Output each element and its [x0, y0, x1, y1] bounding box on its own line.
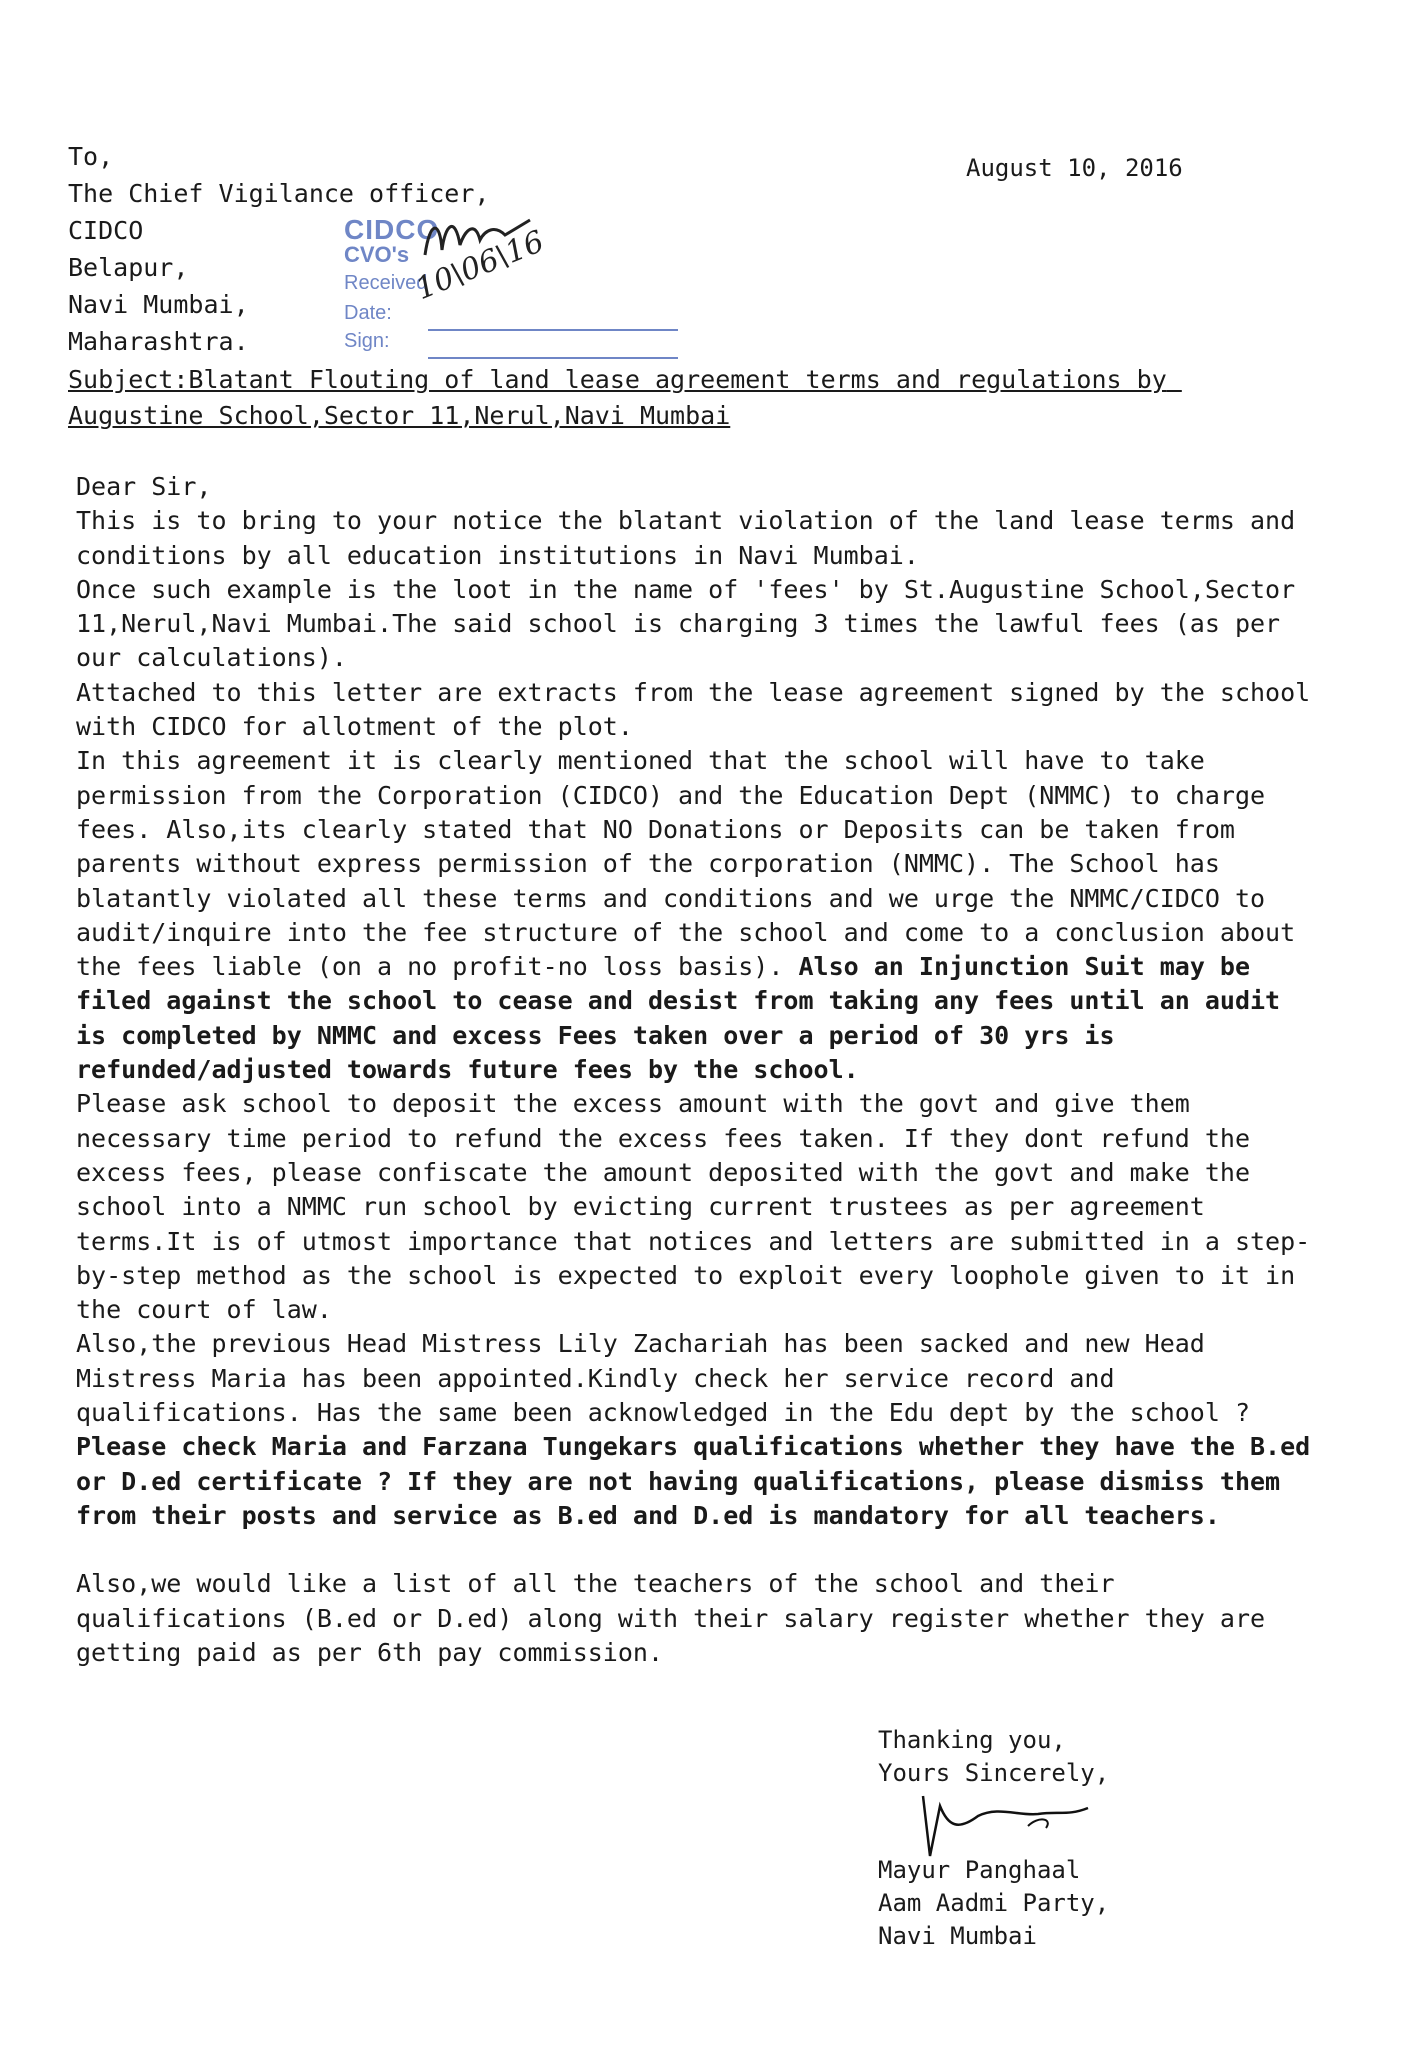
signatory-party: Aam Aadmi Party,	[878, 1889, 1110, 1917]
paragraph	[76, 1327, 1326, 1533]
letter-date: August 10, 2016	[966, 154, 1183, 182]
paragraph: Once such example is the loot in the name of 'fees' by St.Augustine School,Sector 11,Nerul,Navi Mumbai.The said school is charging 3 times the lawful fees (as per our calculations).	[76, 574, 1311, 673]
stamp-date-label: Date:	[344, 302, 392, 324]
signatory-block	[878, 1854, 1109, 1953]
paragraph-bold-text: Also an Injunction Suit may be filed against the school to cease and desist from taking any fees until an audit is completed by NMMC and excess Fees taken over a period of 30 yrs is refunded/adjusted towards future fees by the school.	[76, 952, 1296, 1085]
paragraph: Please ask school to deposit the excess amount with the govt and give them necessary time period to refund the excess fees taken. If they dont refund the excess fees, please confiscate the amount deposited with the govt and make the school into a NMMC run school by evicting current trustees as per agreement terms.It is of utmost importance that notices and letters are submitted in a step-by-step method as the school is expected to exploit every loophole given to it in the court of law.	[76, 1089, 1311, 1325]
addressee-line: Maharashtra.	[68, 327, 249, 356]
signatory-city: Navi Mumbai	[878, 1922, 1037, 1950]
paragraph-text: Also,the previous Head Mistress Lily Zachariah has been sacked and new Head Mistress Maria has been appointed.Kindly check her service record and qualifications. Has the same been acknowledged in the Edu dept by the school ?	[76, 1329, 1250, 1428]
paragraph-gap	[76, 1533, 1316, 1567]
addressee-line: Belapur,	[68, 253, 189, 282]
salutation: Dear Sir,	[76, 472, 212, 501]
stamp-sign-line	[428, 357, 678, 359]
paragraph-bold-text: Please check Maria and Farzana Tungekars qualifications whether they have the B.ed or D.ed certificate ? If they are not having qualifications, please dismiss them from their posts and service as B.ed and D.ed is mandatory for all teachers.	[76, 1432, 1326, 1530]
stamp-handwritten-date: 10\06\16	[410, 224, 549, 307]
paragraph: Also,we would like a list of all the teachers of the school and their qualifications (B.ed or D.ed) along with their salary register whether they are getting paid as per 6th pay commission.	[76, 1569, 1281, 1667]
paragraph-text: In this agreement it is clearly mentioned that the school will have to take permission from the Corporation (CIDCO) and the Education Dept (NMMC) to charge fees. Also,its clearly stated that NO Donations or Deposits can be taken from parents without express permission of the corporation (NMMC). The School has blatantly violated all these terms and conditions and we urge the NMMC/CIDCO to audit/inquire into the fee structure of the school and come to a conclusion about the fees liable (on a no profit-no loss basis).	[76, 746, 1311, 982]
stamp-received-label: Received	[344, 272, 428, 294]
addressee-line: The Chief Vigilance officer,	[68, 179, 490, 208]
closing-line: Thanking you,	[878, 1726, 1066, 1754]
stamp-sign-label: Sign:	[344, 330, 390, 352]
signatory-name: Mayur Panghaal	[878, 1856, 1081, 1884]
subject-line: Subject:Blatant Flouting of land lease agreement terms and regulations by Augustine School,Sector 11,Nerul,Navi Mumbai	[68, 365, 1182, 430]
addressee-line: To,	[68, 142, 114, 171]
closing-block	[878, 1724, 1109, 1790]
stamp-initials-scribble	[420, 210, 540, 270]
paragraph	[76, 744, 1316, 1087]
addressee-line: Navi Mumbai,	[68, 290, 249, 319]
letter-body	[76, 470, 1326, 1670]
addressee-line: CIDCO	[68, 216, 144, 245]
stamp-office: CVO's	[344, 242, 410, 267]
stamp-date-line	[428, 329, 678, 331]
paragraph: This is to bring to your notice the blatant violation of the land lease terms and conditions by all education institutions in Navi Mumbai.	[76, 506, 1311, 570]
closing-line: Yours Sincerely,	[878, 1759, 1110, 1787]
paragraph: Attached to this letter are extracts from the lease agreement signed by the school with CIDCO for allotment of the plot.	[76, 677, 1326, 742]
stamp-org: CIDCO	[344, 214, 440, 245]
